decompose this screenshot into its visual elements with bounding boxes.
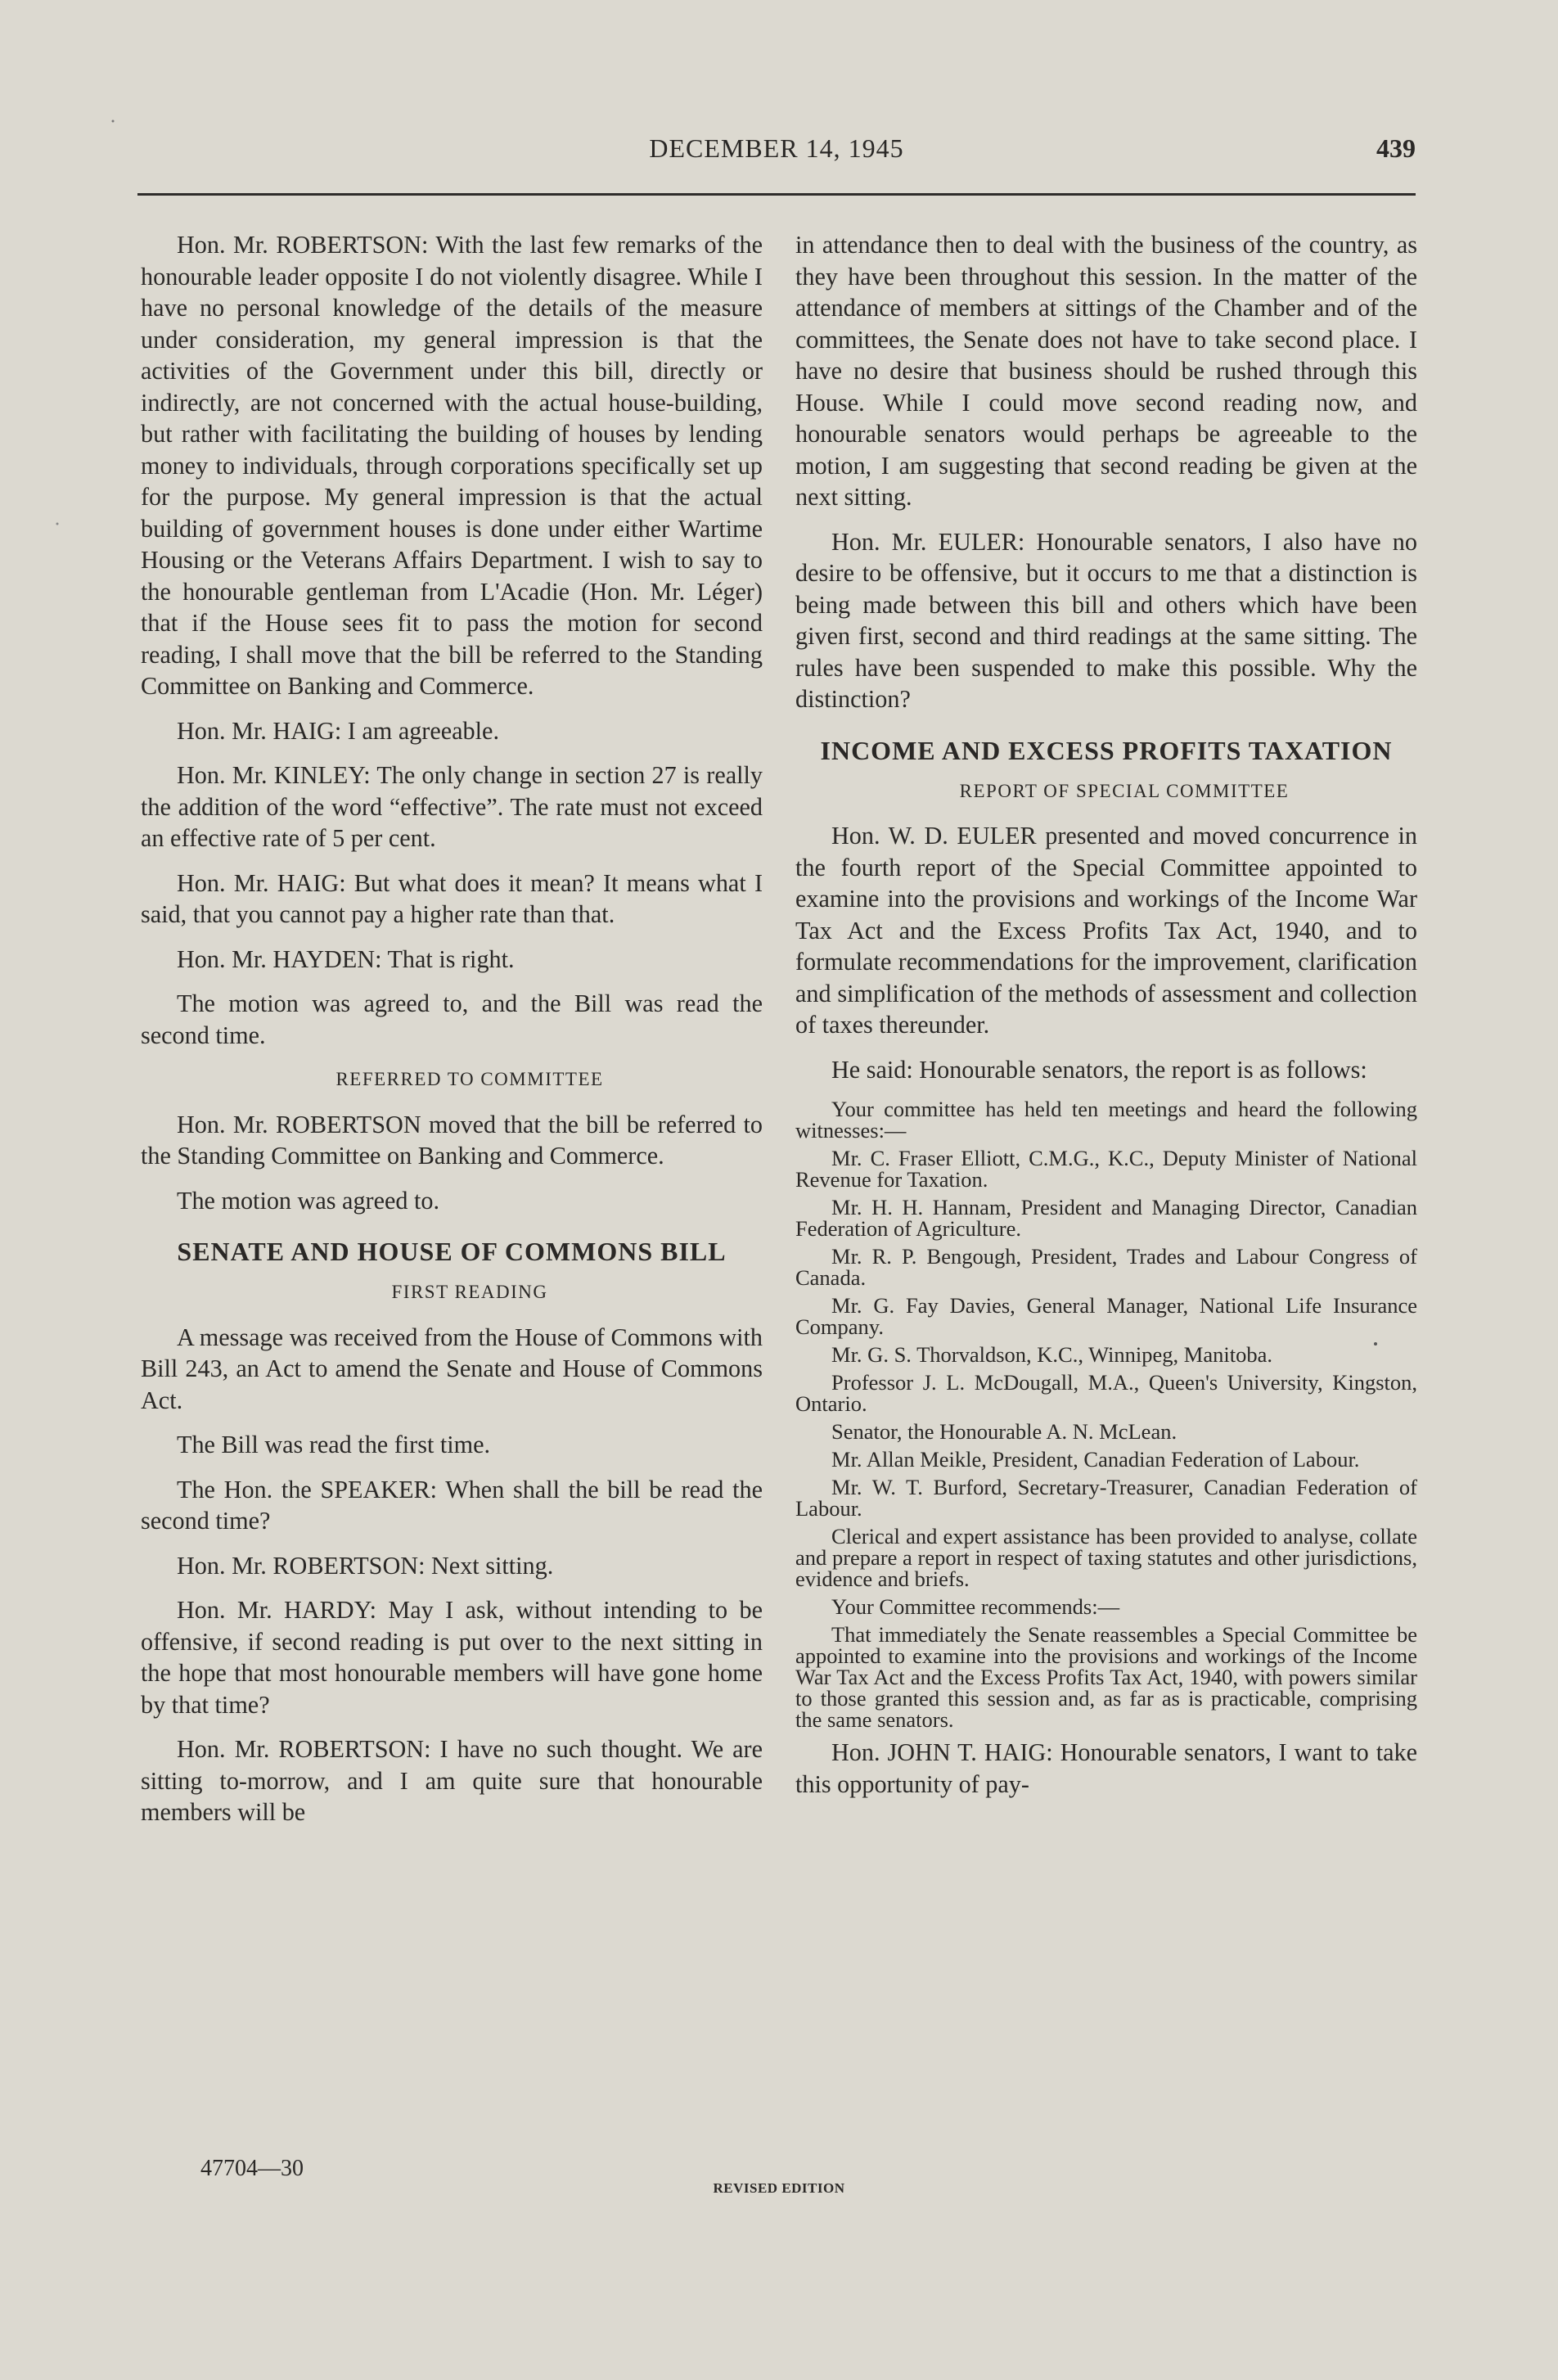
- right-column: [795, 229, 1417, 1813]
- paragraph: Hon. Mr. HAIG: But what does it mean? It means what I said, that you cannot pay a higher rate than that.: [141, 868, 763, 928]
- paragraph: A message was received from the House of Commons with Bill 243, an Act to amend the Senate and House of Commons Act.: [141, 1323, 763, 1414]
- subheading: REFERRED TO COMMITTEE: [335, 1069, 604, 1089]
- report-line: Clerical and expert assistance has been provided to analyse, collate and prepare a report in respect of taxing statutes and other jurisdictions, evidence and briefs.: [795, 1524, 1417, 1591]
- paragraph: Hon. Mr. ROBERTSON: Next sitting.: [177, 1551, 554, 1580]
- report-line: Mr. W. T. Burford, Secretary-Treasurer, Canadian Federation of Labour.: [795, 1475, 1417, 1521]
- report-line: Mr. G. S. Thorvaldson, K.C., Winnipeg, Manitoba.: [831, 1342, 1272, 1367]
- header-date: DECEMBER 14, 1945: [649, 133, 904, 163]
- paragraph: Hon. Mr. KINLEY: The only change in section 27 is really the addition of the word “effective”. The rate must not exceed an effective rate of 5 per cent.: [141, 761, 763, 852]
- subheading: FIRST READING: [391, 1282, 548, 1302]
- paragraph: Hon. Mr. ROBERTSON: I have no such thought. We are sitting to-morrow, and I am quite sure that honourable members will be: [141, 1735, 763, 1826]
- report-line: That immediately the Senate reassembles a Special Committee be appointed to examine into the provisions and workings of the Income War Tax Act and the Excess Profits Tax Act, 1940, with powers similar to those granted this session and, as far as is practicable, comprising the same senators.: [795, 1622, 1417, 1732]
- print-number: 47704—30: [200, 2156, 304, 2181]
- report-line: Senator, the Honourable A. N. McLean.: [831, 1419, 1178, 1444]
- report-line: Your Committee recommends:—: [831, 1594, 1120, 1619]
- page-number: 439: [1376, 133, 1416, 163]
- paragraph: The Hon. the SPEAKER: When shall the bill be read the second time?: [141, 1475, 763, 1535]
- page-header: [137, 133, 1416, 179]
- subheading: REPORT OF SPECIAL COMMITTEE: [959, 780, 1290, 801]
- report-line: Mr. C. Fraser Elliott, C.M.G., K.C., Deputy Minister of National Revenue for Taxation.: [795, 1146, 1417, 1192]
- paragraph: The motion was agreed to.: [177, 1186, 440, 1215]
- paragraph: The Bill was read the first time.: [177, 1431, 491, 1458]
- paragraph: Hon. Mr. HAIG: I am agreeable.: [177, 716, 499, 745]
- paragraph: Hon. W. D. EULER presented and moved concurrence in the fourth report of the Special Committee appointed to examine into the provisions and workings of the Income War Tax Act and the Excess Profits Tax Act, 1940, and to formulate recommendations for the improvement, clarification and simplification of the methods of assessment and collection of taxes thereunder.: [795, 822, 1417, 1039]
- paragraph: Hon. Mr. ROBERTSON moved that the bill be referred to the Standing Committee on Banking and Commerce.: [141, 1110, 763, 1170]
- report-line: Mr. R. P. Bengough, President, Trades and Labour Congress of Canada.: [795, 1244, 1417, 1290]
- committee-report-block: [795, 1098, 1417, 1730]
- paragraph: Hon. Mr. HARDY: May I ask, without intending to be offensive, if second reading is put over to the next sitting in the hope that most honourable members will have gone home by that time?: [141, 1596, 763, 1719]
- left-column: [141, 229, 763, 1841]
- report-line: Professor J. L. McDougall, M.A., Queen's University, Kingston, Ontario.: [795, 1370, 1417, 1416]
- report-line: Mr. H. H. Hannam, President and Managing Director, Canadian Federation of Agriculture.: [795, 1195, 1417, 1241]
- paragraph: Hon. JOHN T. HAIG: Honourable senators, I want to take this opportunity of pay-: [795, 1738, 1417, 1798]
- header-rule: [137, 193, 1416, 196]
- report-line: Your committee has held ten meetings and heard the following witnesses:—: [795, 1097, 1417, 1143]
- paragraph-continued: in attendance then to deal with the business of the country, as they have been throughout this session. In the matter of the attendance of members at sittings of the Chamber and of the committees, the Senate does not have to take second place. I have no desire that business should be rushed through this House. While I could move second reading now, and honourable senators would perhaps be agreeable to the motion, I am suggesting that second reading be given at the next sitting.: [795, 231, 1417, 511]
- report-line: Mr. Allan Meikle, President, Canadian Federation of Labour.: [831, 1447, 1360, 1472]
- section-heading: INCOME AND EXCESS PROFITS TAXATION: [820, 735, 1393, 765]
- paragraph: The motion was agreed to, and the Bill was read the second time.: [141, 989, 763, 1049]
- report-line: Mr. G. Fay Davies, General Manager, National Life Insurance Company.: [795, 1293, 1417, 1339]
- paragraph: Hon. Mr. EULER: Honourable senators, I also have no desire to be offensive, but it occurs to me that a distinction is being made between this bill and others which have been given first, second and third readings at the same sitting. The rules have been suspended to make this possible. Why the distinction?: [795, 527, 1417, 713]
- paragraph: Hon. Mr. HAYDEN: That is right.: [177, 944, 515, 973]
- paragraph: He said: Honourable senators, the report is as follows:: [831, 1055, 1367, 1084]
- section-heading: SENATE AND HOUSE OF COMMONS BILL: [177, 1237, 727, 1266]
- edition-label: REVISED EDITION: [713, 2180, 845, 2196]
- paragraph: Hon. Mr. ROBERTSON: With the last few remarks of the honourable leader opposite I do not violently disagree. While I have no personal knowledge of the details of the measure under consideration, my general impression is that the activities of the Government under this bill, directly or indirectly, are not concerned with the actual house-building, but rather with facilitating the building of houses by lending money to individuals, through corporations specifically set up for the purpose. My general impression is that the actual building of government houses is done under either Wartime Housing or the Veterans Affairs Department. I wish to say to the honourable gentleman from L'Acadie (Hon. Mr. Léger) that if the House sees fit to pass the motion for second reading, I shall move that the bill be referred to the Standing Committee on Banking and Commerce.: [141, 231, 763, 700]
